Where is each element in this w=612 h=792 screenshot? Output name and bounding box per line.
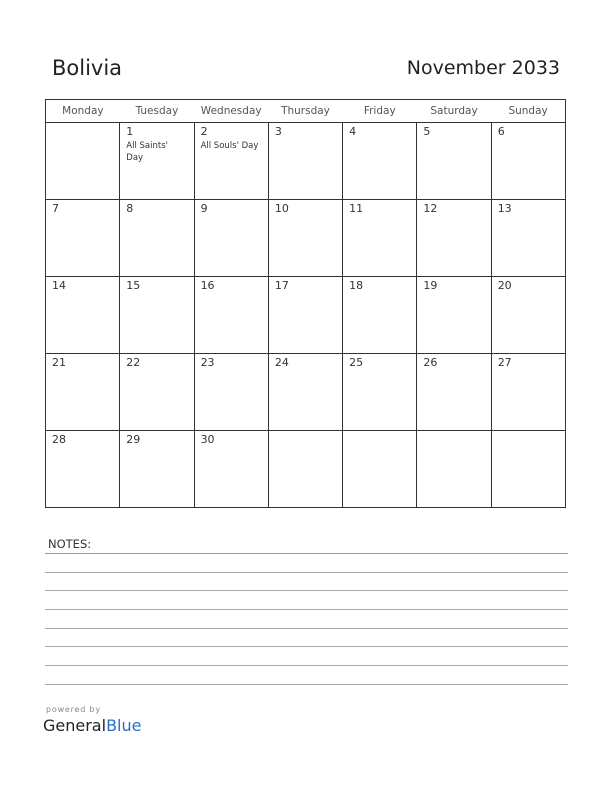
holiday-label [46, 369, 112, 371]
holiday-label [492, 215, 558, 217]
holiday-label [46, 292, 112, 294]
holiday-label [120, 369, 186, 371]
day-cell [46, 277, 120, 354]
day-number: 12 [423, 202, 438, 215]
day-cell [417, 277, 491, 354]
note-line [45, 609, 568, 610]
holiday-label [417, 369, 483, 371]
powered-by-text: powered by [46, 705, 101, 714]
day-cell [194, 431, 268, 508]
holiday-label [417, 215, 483, 217]
holiday-label: All Souls' Day [200, 141, 259, 151]
day-cell [343, 200, 417, 277]
day-cell [194, 354, 268, 431]
day-number: 15 [126, 279, 141, 292]
country-title: Bolivia [52, 56, 123, 80]
calendar-grid [45, 99, 566, 508]
day-number: 16 [200, 279, 215, 292]
weekday-friday: Friday [343, 100, 417, 123]
day-number: 29 [126, 433, 141, 446]
note-line [45, 684, 568, 685]
day-cell [194, 200, 268, 277]
day-number: 28 [52, 433, 66, 446]
day-cell [417, 123, 491, 200]
day-number: 24 [274, 356, 289, 369]
day-cell [268, 123, 342, 200]
note-line [45, 665, 568, 666]
day-cell [120, 431, 194, 508]
brand-general: General [43, 716, 107, 735]
weekday-sunday: Sunday [491, 100, 565, 123]
weekday-header-row [46, 100, 566, 123]
week-row [46, 354, 566, 431]
holiday-label [343, 369, 409, 371]
day-cell [46, 431, 120, 508]
day-number: 7 [52, 202, 59, 215]
holiday-label [343, 138, 409, 140]
day-cell [491, 354, 565, 431]
day-number: 4 [349, 125, 357, 138]
holiday-label [269, 434, 335, 436]
day-cell [343, 354, 417, 431]
holiday-label [120, 446, 186, 448]
day-number: 10 [274, 202, 289, 215]
generalblue-logo [43, 716, 141, 735]
day-number: 17 [274, 279, 289, 292]
holiday-label [492, 138, 558, 140]
holiday-label [195, 292, 261, 294]
day-cell [120, 123, 194, 200]
day-cell [120, 354, 194, 431]
holiday-label [492, 369, 558, 371]
day-cell [343, 431, 417, 508]
holiday-label [343, 292, 409, 294]
holiday-label [269, 138, 335, 140]
weekday-tuesday: Tuesday [120, 100, 194, 123]
holiday-label [417, 292, 483, 294]
day-cell [46, 123, 120, 200]
day-number: 1 [126, 125, 134, 138]
holiday-label [46, 215, 112, 217]
day-cell [417, 354, 491, 431]
day-cell [417, 200, 491, 277]
note-line [45, 628, 568, 629]
day-cell [491, 277, 565, 354]
day-number: 5 [423, 125, 431, 138]
day-cell [120, 277, 194, 354]
day-number: 22 [126, 356, 141, 369]
month-title: November 2033 [406, 57, 560, 79]
holiday-label [492, 434, 558, 436]
day-number: 9 [200, 202, 208, 215]
holiday-label [417, 138, 483, 140]
day-cell [46, 354, 120, 431]
day-cell [268, 354, 342, 431]
holiday-label [492, 292, 558, 294]
weekday-saturday: Saturday [417, 100, 491, 123]
note-line [45, 572, 568, 573]
week-row [46, 277, 566, 354]
day-number: 6 [497, 125, 505, 138]
day-cell [268, 431, 342, 508]
day-number: 14 [52, 279, 66, 292]
day-cell [268, 277, 342, 354]
holiday-label [269, 215, 335, 217]
day-number: 11 [349, 202, 364, 215]
week-row [46, 123, 566, 200]
day-number: 26 [423, 356, 438, 369]
day-cell [491, 200, 565, 277]
day-cell [194, 277, 268, 354]
holiday-label [46, 446, 112, 448]
day-cell [491, 431, 565, 508]
holiday-label [269, 369, 335, 371]
day-number: 21 [52, 356, 66, 369]
day-number: 19 [423, 279, 438, 292]
day-number: 27 [497, 356, 512, 369]
holiday-label [343, 434, 409, 436]
week-row [46, 431, 566, 508]
day-cell [46, 200, 120, 277]
day-number: 18 [349, 279, 364, 292]
day-cell [343, 123, 417, 200]
note-line [45, 590, 568, 591]
day-number: 8 [126, 202, 134, 215]
day-number: 13 [497, 202, 512, 215]
week-row [46, 200, 566, 277]
holiday-label [46, 126, 112, 128]
day-cell [343, 277, 417, 354]
notes-label: NOTES: [48, 537, 92, 551]
day-cell [194, 123, 268, 200]
holiday-label: All Saints' Day [126, 141, 168, 163]
day-cell [491, 123, 565, 200]
note-line [45, 646, 568, 647]
holiday-label [343, 215, 409, 217]
day-cell [120, 200, 194, 277]
weekday-monday: Monday [46, 100, 120, 123]
weekday-thursday: Thursday [268, 100, 342, 123]
holiday-label [195, 446, 261, 448]
day-number: 2 [200, 125, 208, 138]
day-number: 20 [497, 279, 512, 292]
holiday-label [120, 215, 186, 217]
day-number: 25 [349, 356, 364, 369]
holiday-label [195, 369, 261, 371]
holiday-label [417, 434, 483, 436]
note-line [45, 553, 568, 554]
weekday-wednesday: Wednesday [194, 100, 268, 123]
holiday-label [195, 215, 261, 217]
holiday-label [269, 292, 335, 294]
day-number: 30 [200, 433, 215, 446]
day-cell [417, 431, 491, 508]
holiday-label [120, 292, 186, 294]
brand-blue: Blue [106, 716, 142, 735]
day-cell [268, 200, 342, 277]
day-number: 23 [200, 356, 215, 369]
day-number: 3 [274, 125, 282, 138]
